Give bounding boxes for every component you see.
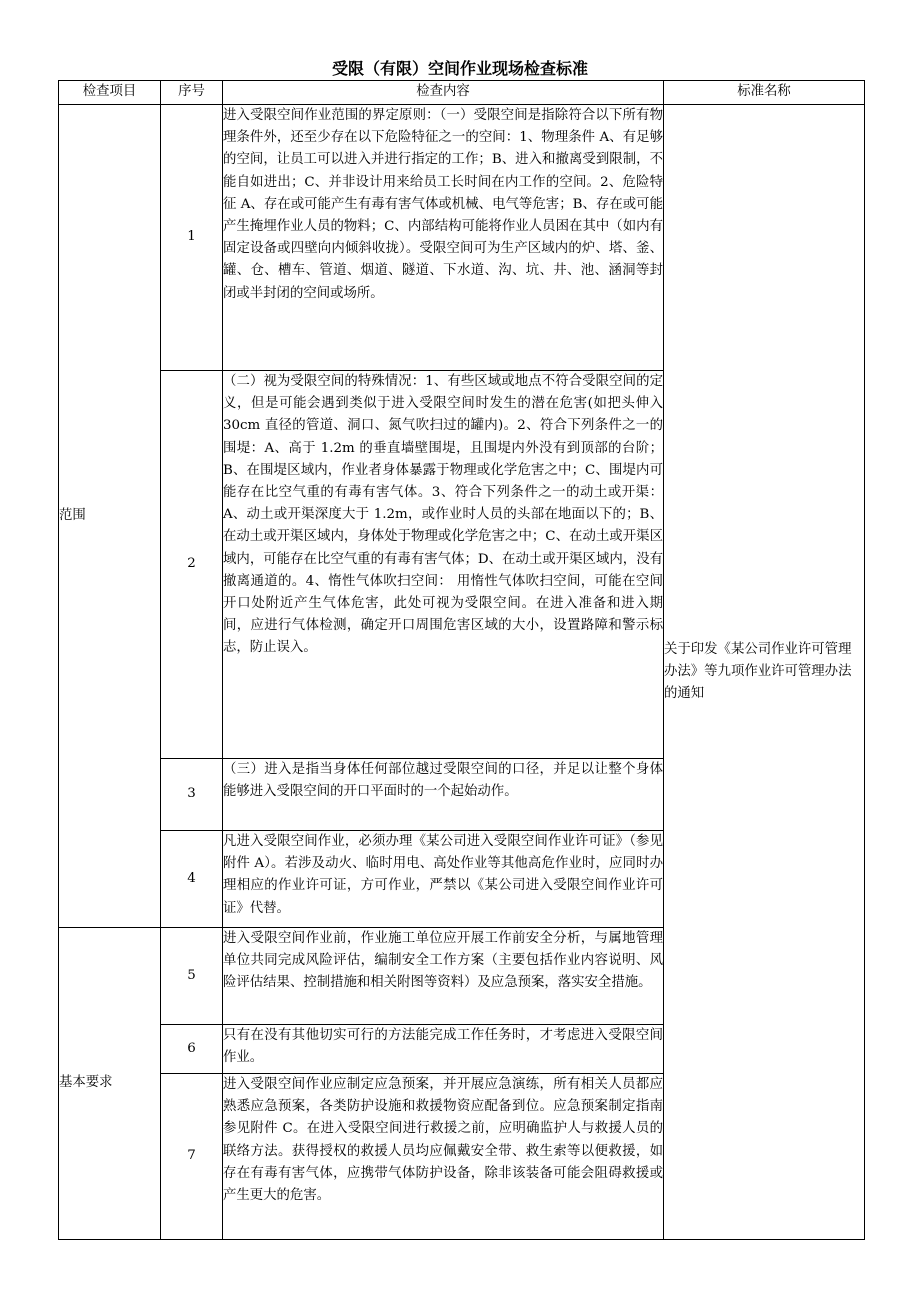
category-basic: 基本要求 — [59, 928, 161, 1240]
table-header-row — [59, 81, 865, 105]
row-number: 2 — [161, 371, 223, 759]
standard-name: 关于印发《某公司作业许可管理办法》等九项作业许可管理办法的通知 — [664, 105, 865, 1240]
row-content: 凡进入受限空间作业，必须办理《某公司进入受限空间作业许可证》（参见附件 A）。若涉及动火、临时用电、高处作业等其他高危作业时，应同时办理相应的作业许可证，方可作业，严禁以《某公司进入受限空间作业许可证》代替。 — [223, 831, 664, 928]
row-number: 3 — [161, 759, 223, 831]
inspection-table — [58, 80, 865, 1240]
header-standard: 标准名称 — [664, 81, 865, 105]
row-content: 进入受限空间作业范围的界定原则：（一）受限空间是指除符合以下所有物理条件外，还至少存在以下危险特征之一的空间：1、物理条件 A、有足够的空间，让员工可以进入并进行指定的工作；B、进入和撤离受到限制，不能自如进出；C、并非设计用来给员工长时间在内工作的空间。2、危险特征 A、存在或可能产生有毒有害气体或机械、电气等危害；B、存在或可能产生掩埋作业人员的物料；C、内部结构可能将作业人员困在其中（如内有固定设备或四壁向内倾斜收拢）。受限空间可为生产区域内的炉、塔、釜、罐、仓、槽车、管道、烟道、隧道、下水道、沟、坑、井、池、涵洞等封闭或半封闭的空间或场所。 — [223, 105, 664, 371]
header-content: 检查内容 — [223, 81, 664, 105]
header-number: 序号 — [161, 81, 223, 105]
row-content: （三）进入是指当身体任何部位越过受限空间的口径，并足以让整个身体能够进入受限空间的开口平面时的一个起始动作。 — [223, 759, 664, 831]
category-scope: 范围 — [59, 105, 161, 928]
page-title: 受限（有限）空间作业现场检查标准 — [331, 59, 588, 78]
row-content: 进入受限空间作业前，作业施工单位应开展工作前安全分析，与属地管理单位共同完成风险评估，编制安全工作方案（主要包括作业内容说明、风险评估结果、控制措施和相关附图等资料）及应急预案，落实安全措施。 — [223, 928, 664, 1025]
row-number: 4 — [161, 831, 223, 928]
row-number: 5 — [161, 928, 223, 1025]
row-content: 只有在没有其他切实可行的方法能完成工作任务时，才考虑进入受限空间作业。 — [223, 1025, 664, 1074]
row-content: 进入受限空间作业应制定应急预案，并开展应急演练，所有相关人员都应熟悉应急预案，各类防护设施和救援物资应配备到位。应急预案制定指南参见附件 C。在进入受限空间进行救援之前，应明确监护人与救援人员的联络方法。获得授权的救援人员均应佩戴安全带、救生索等以便救援，如存在有毒有害气体，应携带气体防护设备，除非该装备可能会阻碍救援或产生更大的危害。 — [223, 1074, 664, 1240]
row-number: 1 — [161, 105, 223, 371]
header-category: 检查项目 — [59, 81, 161, 105]
table-row — [59, 105, 865, 371]
row-number: 6 — [161, 1025, 223, 1074]
row-content: （二）视为受限空间的特殊情况：1、有些区域或地点不符合受限空间的定义，但是可能会遇到类似于进入受限空间时发生的潜在危害(如把头伸入 30cm 直径的管道、洞口、氮气吹扫过的罐内)。2、符合下列条件之一的围堤：A、高于 1.2m 的垂直墙壁围堤，且围堤内外没有到顶部的台阶；B、在围堤区域内，作业者身体暴露于物理或化学危害之中；C、围堤内可能存在比空气重的有毒有害气体。3、符合下列条件之一的动土或开渠：A、动土或开渠深度大于 1.2m，或作业时人员的头部在地面以下的；B、在动土或开渠区域内，身体处于物理或化学危害之中；C、在动土或开渠区域内，可能存在比空气重的有毒有害气体；D、在动土或开渠区域内，没有撤离通道的。4、惰性气体吹扫空间： 用惰性气体吹扫空间，可能在空间开口处附近产生气体危害，此处可视为受限空间。在进入准备和进入期间，应进行气体检测，确定开口周围危害区域的大小，设置路障和警示标志，防止误入。 — [223, 371, 664, 759]
row-number: 7 — [161, 1074, 223, 1240]
